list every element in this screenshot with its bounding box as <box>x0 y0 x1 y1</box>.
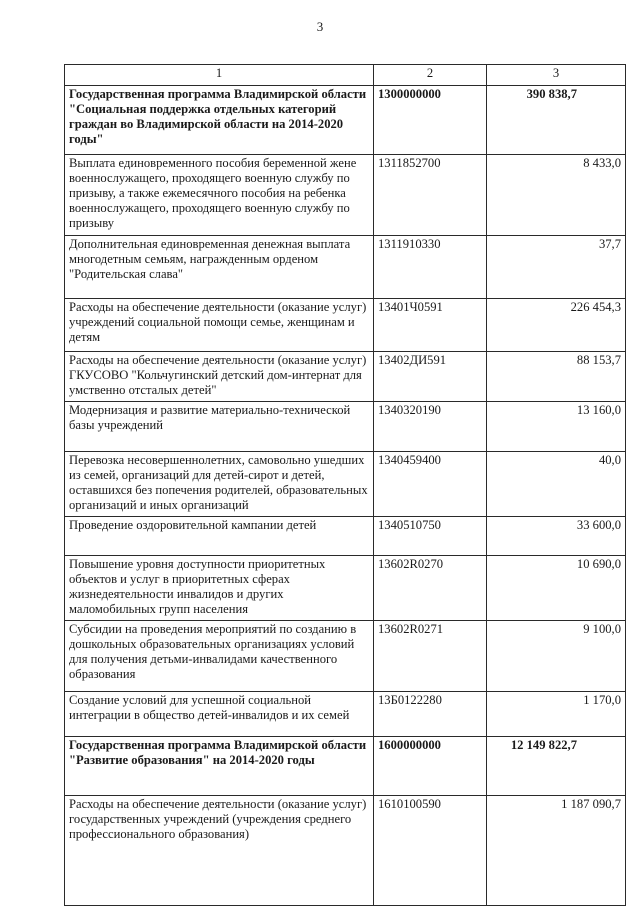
row-code: 13Б0122280 <box>374 692 487 737</box>
row-name: Государственная программа Владимирской области "Развитие образования" на 2014-2020 годы <box>65 737 374 796</box>
table-row <box>65 796 626 906</box>
row-code: 13602R0271 <box>374 621 487 692</box>
row-code: 1300000000 <box>374 86 487 155</box>
row-amount: 10 690,0 <box>487 556 626 621</box>
row-amount: 88 153,7 <box>487 352 626 402</box>
table-row <box>65 352 626 402</box>
table-row <box>65 517 626 556</box>
row-name: Проведение оздоровительной кампании детей <box>65 517 374 556</box>
row-code: 1311910330 <box>374 236 487 299</box>
row-name: Государственная программа Владимирской области "Социальная поддержка отдельных категорий граждан во Владимирской области на 2014-2020 годы" <box>65 86 374 155</box>
column-header-3: 3 <box>487 65 626 86</box>
column-header-1: 1 <box>65 65 374 86</box>
table-row <box>65 452 626 517</box>
row-code: 13402ДИ591 <box>374 352 487 402</box>
row-amount: 226 454,3 <box>487 299 626 352</box>
row-name: Расходы на обеспечение деятельности (оказание услуг) учреждений социальной помощи семье, женщинам и детям <box>65 299 374 352</box>
row-name: Расходы на обеспечение деятельности (оказание услуг) ГКУСОВО "Кольчугинский детский дом-интернат для умственно отсталых детей" <box>65 352 374 402</box>
row-code: 1340459400 <box>374 452 487 517</box>
row-code: 1311852700 <box>374 155 487 236</box>
page-number: 3 <box>316 19 324 34</box>
row-name: Создание условий для успешной социальной интеграции в общество детей-инвалидов и их семей <box>65 692 374 737</box>
row-code: 1610100590 <box>374 796 487 906</box>
budget-table <box>64 64 626 906</box>
row-amount: 390 838,7 <box>487 86 626 155</box>
row-amount: 12 149 822,7 <box>487 737 626 796</box>
row-amount: 33 600,0 <box>487 517 626 556</box>
row-code: 13602R0270 <box>374 556 487 621</box>
table-header-row <box>65 65 626 86</box>
column-header-2: 2 <box>374 65 487 86</box>
row-amount: 9 100,0 <box>487 621 626 692</box>
row-amount: 1 187 090,7 <box>487 796 626 906</box>
table-row <box>65 86 626 155</box>
row-name: Модернизация и развитие материально-технической базы учреждений <box>65 402 374 452</box>
row-amount: 8 433,0 <box>487 155 626 236</box>
table-row <box>65 692 626 737</box>
row-code: 1340320190 <box>374 402 487 452</box>
row-name: Дополнительная единовременная денежная выплата многодетным семьям, награжденным орденом "Родительская слава" <box>65 236 374 299</box>
row-amount: 37,7 <box>487 236 626 299</box>
row-name: Расходы на обеспечение деятельности (оказание услуг) государственных учреждений (учреждения среднего профессионального образования) <box>65 796 374 906</box>
table-row <box>65 737 626 796</box>
row-amount: 1 170,0 <box>487 692 626 737</box>
row-name: Выплата единовременного пособия беременной жене военнослужащего, проходящего военную службу по призыву, а также ежемесячного пособия на ребенка военнослужащего, проходящего военную службу по призыву <box>65 155 374 236</box>
table-row <box>65 402 626 452</box>
table-row <box>65 556 626 621</box>
row-name: Субсидии на проведения мероприятий по созданию в дошкольных образовательных организациях условий для получения детьми-инвалидами качественного образования <box>65 621 374 692</box>
table-row <box>65 621 626 692</box>
table-row <box>65 236 626 299</box>
row-amount: 40,0 <box>487 452 626 517</box>
row-name: Повышение уровня доступности приоритетных объектов и услуг в приоритетных сферах жизнедеятельности инвалидов и других маломобильных групп населения <box>65 556 374 621</box>
row-name: Перевозка несовершеннолетних, самовольно ушедших из семей, организаций для детей-сирот и детей, оставшихся без попечения родителей, образовательных организаций и иных организаций <box>65 452 374 517</box>
row-amount: 13 160,0 <box>487 402 626 452</box>
table-row <box>65 155 626 236</box>
table-row <box>65 299 626 352</box>
row-code: 1340510750 <box>374 517 487 556</box>
row-code: 1600000000 <box>374 737 487 796</box>
row-code: 13401Ч0591 <box>374 299 487 352</box>
